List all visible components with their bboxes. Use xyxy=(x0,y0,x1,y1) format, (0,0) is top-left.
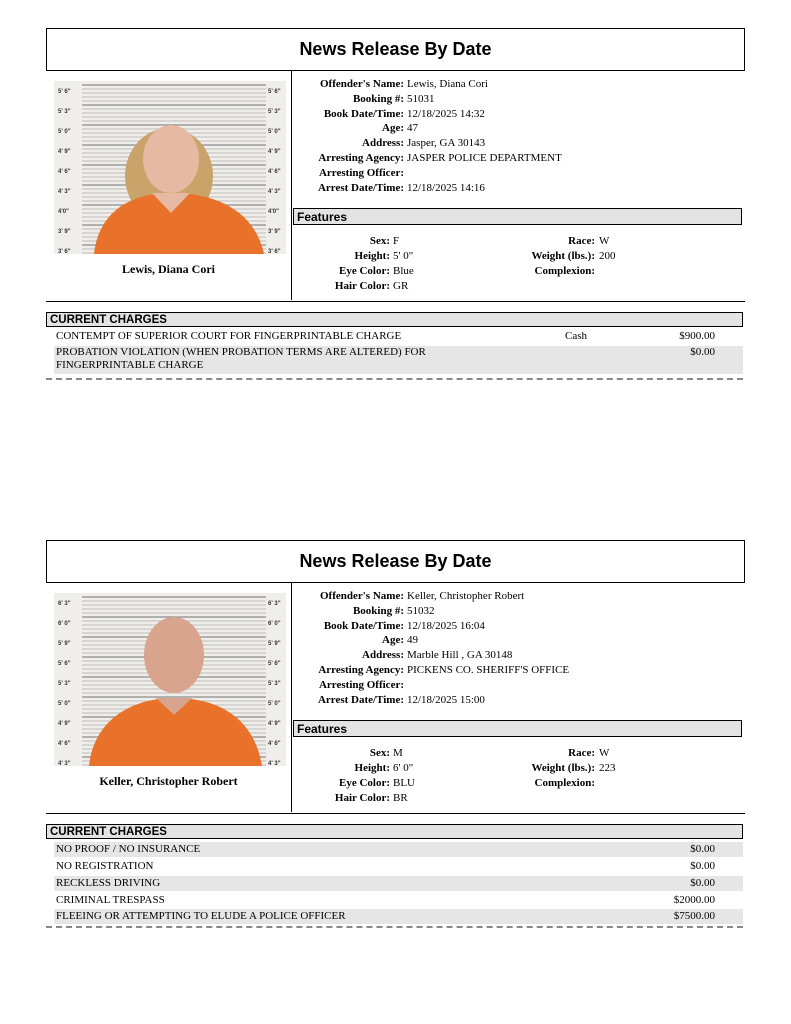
height-mark-left: 3' 6" xyxy=(58,249,71,254)
current-charges-header: CURRENT CHARGES xyxy=(46,824,743,839)
height-mark-left: 5' 3" xyxy=(58,109,71,115)
value-booking: 51032 xyxy=(407,604,435,617)
current-charges-header: CURRENT CHARGES xyxy=(46,312,743,327)
label-book-datetime: Book Date/Time: xyxy=(323,107,404,120)
value-hair-color: BR xyxy=(393,792,408,804)
charge-row xyxy=(54,346,743,374)
offender-caption: Keller, Christopher Robert xyxy=(99,774,238,788)
value-address: Jasper, GA 30143 xyxy=(407,137,486,150)
value-offender-name: Keller, Christopher Robert xyxy=(407,590,525,602)
charge-description: RECKLESS DRIVING xyxy=(56,877,161,889)
height-mark-left: 6' 0" xyxy=(58,621,71,627)
charge-row xyxy=(54,859,743,874)
value-book-datetime: 12/18/2025 14:32 xyxy=(407,107,485,120)
features-row xyxy=(293,249,743,264)
mugshot-photo xyxy=(54,81,286,254)
charge-row xyxy=(54,909,743,924)
label-arresting-officer: Arresting Officer: xyxy=(318,166,404,179)
label-complexion: Complexion: xyxy=(534,777,595,789)
charge-amount: $0.00 xyxy=(690,877,715,889)
height-mark-right: 6' 0" xyxy=(268,621,281,627)
label-arresting-officer: Arresting Officer: xyxy=(318,678,404,691)
value-sex: F xyxy=(393,235,400,247)
label-age: Age: xyxy=(382,122,404,135)
value-address: Marble Hill , GA 30148 xyxy=(407,649,513,662)
height-mark-right: 5' 6" xyxy=(268,661,281,667)
report-header: News Release By Date xyxy=(46,540,745,583)
features-header: Features xyxy=(293,208,742,225)
report-header: News Release By Date xyxy=(46,28,745,71)
value-arrest-datetime: 12/18/2025 15:00 xyxy=(407,693,485,706)
label-sex: Sex: xyxy=(369,235,390,247)
height-mark-right: 6' 3" xyxy=(268,601,281,607)
photo-panel xyxy=(46,71,292,300)
value-booking: 51031 xyxy=(407,92,435,105)
offender-caption: Lewis, Diana Cori xyxy=(122,262,215,276)
label-address: Address: xyxy=(362,137,404,150)
features-header: Features xyxy=(293,720,742,737)
height-mark-right: 4' 6" xyxy=(268,741,281,747)
label-sex: Sex: xyxy=(369,747,390,759)
charge-description: NO REGISTRATION xyxy=(56,860,154,872)
height-mark-left: 4' 9" xyxy=(58,149,71,155)
label-weight: Weight (lbs.): xyxy=(531,762,595,774)
height-mark-right: 5' 3" xyxy=(268,109,281,115)
height-mark-right: 4'0" xyxy=(268,209,279,215)
value-arresting-agency: JASPER POLICE DEPARTMENT xyxy=(407,151,562,164)
height-mark-left: 4' 6" xyxy=(58,169,71,175)
charge-bond-type: Cash xyxy=(565,330,587,342)
charge-description: PROBATION VIOLATION (WHEN PROBATION TERMS ARE ALTERED) FOR FINGERPRINTABLE CHARGE xyxy=(56,346,426,371)
charge-description: CONTEMPT OF SUPERIOR COURT FOR FINGERPRINTABLE CHARGE xyxy=(56,330,402,342)
height-mark-right: 4' 3" xyxy=(268,761,281,766)
label-offender-name: Offender's Name: xyxy=(319,590,404,602)
record-separator xyxy=(46,926,743,928)
features-row xyxy=(293,264,743,279)
height-mark-left: 5' 6" xyxy=(58,89,71,95)
label-complexion: Complexion: xyxy=(534,265,595,277)
offender-info xyxy=(292,77,744,195)
label-address: Address: xyxy=(362,649,404,662)
label-height: Height: xyxy=(354,762,390,774)
label-arrest-datetime: Arrest Date/Time: xyxy=(317,693,404,706)
charge-row xyxy=(54,876,743,891)
mugshot-image xyxy=(54,81,286,254)
features-row xyxy=(293,279,743,294)
height-mark-right: 4' 6" xyxy=(268,169,281,175)
label-height: Height: xyxy=(354,250,390,262)
label-book-datetime: Book Date/Time: xyxy=(323,619,404,632)
charge-amount: $900.00 xyxy=(679,330,715,342)
charge-row xyxy=(54,893,743,908)
label-weight: Weight (lbs.): xyxy=(531,250,595,262)
value-sex: M xyxy=(393,747,403,759)
value-arresting-agency: PICKENS CO. SHERIFF'S OFFICE xyxy=(407,663,570,676)
height-mark-left: 4' 3" xyxy=(58,761,71,766)
value-arrest-datetime: 12/18/2025 14:16 xyxy=(407,181,485,194)
value-age: 47 xyxy=(407,122,418,135)
height-mark-right: 5' 0" xyxy=(268,129,281,135)
height-mark-left: 4' 3" xyxy=(58,189,71,195)
record-separator xyxy=(46,378,743,380)
charge-amount: $7500.00 xyxy=(673,910,715,922)
value-age: 49 xyxy=(407,634,418,647)
charge-amount: $0.00 xyxy=(690,843,715,855)
height-mark-left: 5' 3" xyxy=(58,681,71,687)
label-hair-color: Hair Color: xyxy=(334,280,390,292)
label-arresting-agency: Arresting Agency: xyxy=(318,151,404,164)
charge-description: NO PROOF / NO INSURANCE xyxy=(56,843,201,855)
label-booking: Booking #: xyxy=(352,92,404,105)
height-mark-right: 5' 3" xyxy=(268,681,281,687)
label-booking: Booking #: xyxy=(352,604,404,617)
value-height: 6' 0" xyxy=(393,762,414,774)
height-mark-left: 3' 9" xyxy=(58,229,71,235)
label-hair-color: Hair Color: xyxy=(334,792,390,804)
record-2 xyxy=(46,540,745,922)
features-row xyxy=(293,746,743,761)
height-mark-left: 4'0" xyxy=(58,209,69,215)
height-mark-right: 5' 6" xyxy=(268,89,281,95)
value-eye-color: BLU xyxy=(393,777,415,789)
height-mark-right: 3' 6" xyxy=(268,249,281,254)
value-eye-color: Blue xyxy=(393,265,414,277)
value-weight: 223 xyxy=(599,762,616,774)
height-mark-right: 3' 9" xyxy=(268,229,281,235)
record-body xyxy=(46,583,745,814)
value-book-datetime: 12/18/2025 16:04 xyxy=(407,619,485,632)
label-eye-color: Eye Color: xyxy=(338,265,390,277)
height-mark-right: 5' 0" xyxy=(268,701,281,707)
label-age: Age: xyxy=(382,634,404,647)
features-row xyxy=(293,761,743,776)
charge-description: FLEEING OR ATTEMPTING TO ELUDE A POLICE OFFICER xyxy=(56,910,346,922)
label-arrest-datetime: Arrest Date/Time: xyxy=(317,181,404,194)
height-mark-left: 5' 0" xyxy=(58,129,71,135)
value-race: W xyxy=(599,747,610,759)
height-mark-left: 5' 9" xyxy=(58,641,71,647)
value-hair-color: GR xyxy=(393,280,409,292)
features-row xyxy=(293,776,743,791)
mugshot-image xyxy=(54,593,286,766)
charge-amount: $0.00 xyxy=(690,346,715,358)
offender-info xyxy=(292,589,744,707)
record-1 xyxy=(46,28,745,371)
charge-amount: $2000.00 xyxy=(673,894,715,906)
height-mark-left: 5' 0" xyxy=(58,701,71,707)
value-offender-name: Lewis, Diana Cori xyxy=(407,78,488,90)
value-race: W xyxy=(599,235,610,247)
value-weight: 200 xyxy=(599,250,616,262)
value-height: 5' 0" xyxy=(393,250,414,262)
height-mark-right: 4' 9" xyxy=(268,149,281,155)
height-mark-left: 4' 9" xyxy=(58,721,71,727)
label-race: Race: xyxy=(568,235,595,247)
features-row xyxy=(293,791,743,806)
features-row xyxy=(293,234,743,249)
charge-row xyxy=(54,330,743,344)
label-eye-color: Eye Color: xyxy=(338,777,390,789)
charge-row xyxy=(54,842,743,857)
height-mark-left: 6' 3" xyxy=(58,601,71,607)
label-arresting-agency: Arresting Agency: xyxy=(318,663,404,676)
photo-panel xyxy=(46,583,292,812)
charge-description: CRIMINAL TRESPASS xyxy=(56,894,165,906)
height-mark-left: 5' 6" xyxy=(58,661,71,667)
height-mark-left: 4' 6" xyxy=(58,741,71,747)
height-mark-right: 5' 9" xyxy=(268,641,281,647)
height-mark-right: 4' 3" xyxy=(268,189,281,195)
label-offender-name: Offender's Name: xyxy=(319,78,404,90)
record-body xyxy=(46,71,745,302)
height-mark-right: 4' 9" xyxy=(268,721,281,727)
label-race: Race: xyxy=(568,747,595,759)
mugshot-photo xyxy=(54,593,286,766)
charge-amount: $0.00 xyxy=(690,860,715,872)
